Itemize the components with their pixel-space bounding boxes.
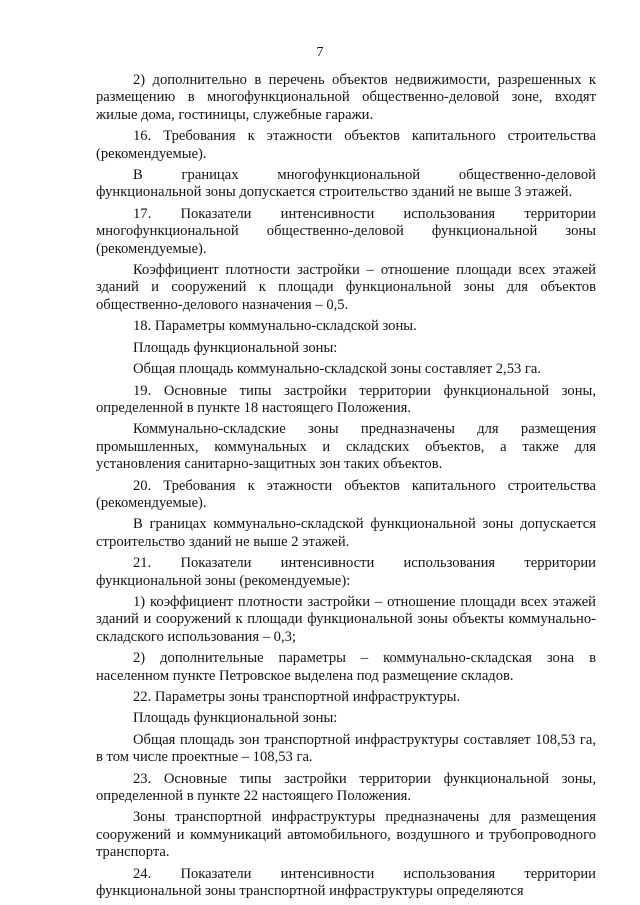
- paragraph-18-heading: 18. Параметры коммунально-складской зоны.: [133, 318, 417, 335]
- paragraph-16-body: В границах многофункциональной общественно-деловой функциональной зоны допускается строительство зданий не выше 3 этажей.: [96, 167, 596, 201]
- paragraph-item-2: 2) дополнительно в перечень объектов недвижимости, разрешенных к размещению в многофункциональной общественно-деловой зоне, входят жилые дома, гостиницы, служебные гаражи.: [96, 72, 596, 123]
- paragraph-22-heading: 22. Параметры зоны транспортной инфраструктуры.: [133, 689, 461, 705]
- paragraph-16-heading: 16. Требования к этажности объектов капитального строительства (рекомендуемые).: [96, 128, 596, 162]
- paragraph-18-area-label: Площадь функциональной зоны:: [133, 339, 338, 356]
- paragraph-23-heading: 23. Основные типы застройки территории функциональной зоны, определенной в пункте 22 настоящего Положения.: [96, 770, 596, 805]
- paragraph-17-heading: 17. Показатели интенсивности использования территории многофункциональной общественно-деловой функциональной зоны (рекомендуемые).: [96, 205, 596, 257]
- document-body: [96, 72, 596, 900]
- paragraph-24-heading: 24. Показатели интенсивности использования территории функциональной зоны транспортной инфраструктуры определяются: [96, 865, 596, 900]
- paragraph-21-item-2: 2) дополнительные параметры – коммунально-складская зона в населенном пункте Петровское выделена под размещение складов.: [96, 650, 596, 684]
- paragraph-21-heading: 21. Показатели интенсивности использования территории функциональной зоны (рекомендуемые):: [96, 555, 596, 589]
- page-number: 7: [316, 45, 324, 60]
- paragraph-19-heading: 19. Основные типы застройки территории функциональной зоны, определенной в пункте 18 настоящего Положения.: [96, 382, 596, 416]
- paragraph-18-area-value: Общая площадь коммунально-складской зоны составляет 2,53 га.: [133, 361, 542, 378]
- paragraph-19-body: Коммунально-складские зоны предназначены для размещения промышленных, коммунальных и складских объектов, а также для установления санитарно-защитных зон таких объектов.: [96, 421, 596, 473]
- paragraph-21-item-1: 1) коэффициент плотности застройки – отношение площади всех этажей зданий и сооружений к площади функциональной зоны объекты коммунально-складского использования – 0,3;: [96, 593, 596, 645]
- paragraph-20-body: В границах коммунально-складской функциональной зоны допускается строительство зданий не выше 2 этажей.: [96, 516, 596, 550]
- paragraph-17-body: Коэффициент плотности застройки – отношение площади всех этажей зданий и сооружений к площади функциональной зоны для объектов общественно-делового назначения – 0,5.: [96, 262, 596, 313]
- paragraph-23-body: Зоны транспортной инфраструктуры предназначены для размещения сооружений и коммуникаций автомобильного, воздушного и трубопроводного транспорта.: [96, 809, 596, 861]
- paragraph-22-area-label: Площадь функциональной зоны:: [133, 710, 338, 727]
- paragraph-22-area-value: Общая площадь зон транспортной инфраструктуры составляет 108,53 га, в том числе проектные – 108,53 га.: [96, 731, 596, 766]
- paragraph-20-heading: 20. Требования к этажности объектов капитального строительства (рекомендуемые).: [96, 477, 596, 511]
